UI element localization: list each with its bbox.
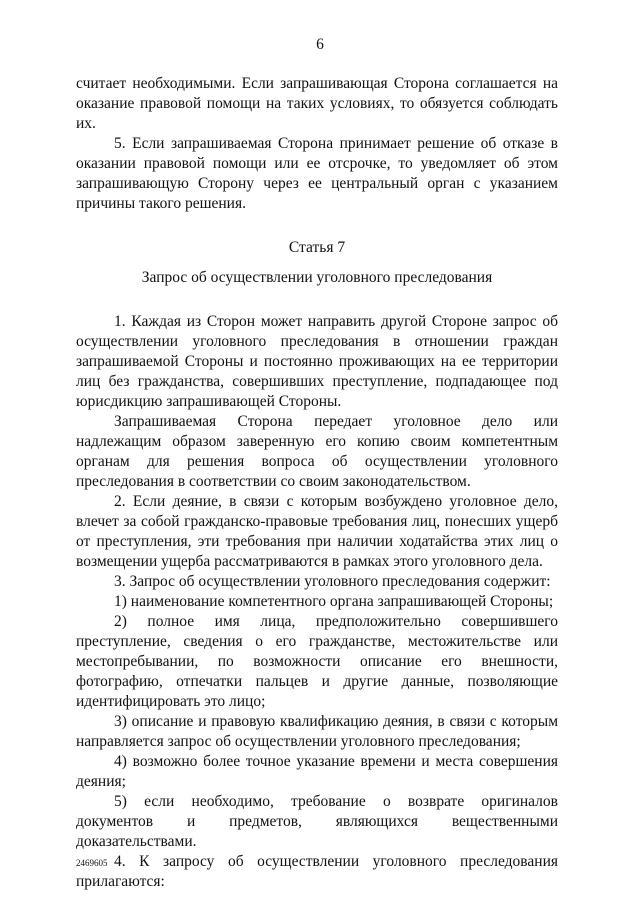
paragraph: Запрашиваемая Сторона передает уголовное дело или надлежащим образом заверенную его копию своим компетентным органам для решения вопроса об осуществлении уголовного преследования в соответствии со своим законодательством. [76, 413, 558, 490]
article-title: Запрос об осуществлении уголовного преследования [141, 269, 493, 286]
paragraph: 3. Запрос об осуществлении уголовного преследования содержит: [114, 573, 551, 590]
paragraph: считает необходимыми. Если запрашивающая Сторона соглашается на оказание правовой помощи на таких условиях, то обязуется соблюдать их. [76, 75, 558, 132]
list-item: 2) полное имя лица, предположительно совершившего преступление, сведения о его гражданстве, местожительстве или местопребывании, по возможности описание его внешности, фотографию, отпечатки пальцев и другие данные, позволяющие идентифицировать это лицо; [76, 613, 558, 710]
list-item: 3) описание и правовую квалификацию деяния, в связи с которым направляется запрос об осуществлении уголовного преследования; [76, 713, 558, 750]
list-item: 5) если необходимо, требование о возврате оригиналов документов и предметов, являющихся вещественными доказательствами. [76, 793, 558, 850]
list-item: 1) наименование компетентного органа запрашивающей Стороны; [114, 593, 554, 610]
article-number: Статья 7 [288, 239, 346, 256]
page-number: 6 [316, 36, 324, 53]
paragraph: 2. Если деяние, в связи с которым возбуждено уголовное дело, влечет за собой гражданско-правовые требования лиц, понесших ущерб от преступления, эти требования при наличии ходатайства этих лиц о возмещении ущерба рассматриваются в рамках этого уголовного дела. [76, 493, 558, 570]
document-code: 2469605 [76, 858, 108, 868]
paragraph: 5. Если запрашиваемая Сторона принимает решение об отказе в оказании правовой помощи или ее отсрочке, то уведомляет об этом запрашивающую Сторону через ее центральный орган с указанием причины такого решения. [76, 135, 558, 212]
paragraph: 1. Каждая из Сторон может направить другой Стороне запрос об осуществлении уголовного преследования в отношении граждан запрашиваемой Стороны и постоянно проживающих на ее территории лиц без гражданства, совершивших преступление, подпадающее под юрисдикцию запрашивающей Стороны. [76, 313, 558, 410]
document-body [76, 74, 558, 892]
list-item: 4) возможно более точное указание времени и места совершения деяния; [76, 753, 558, 790]
paragraph: 4. К запросу об осуществлении уголовного преследования прилагаются: [76, 853, 558, 890]
